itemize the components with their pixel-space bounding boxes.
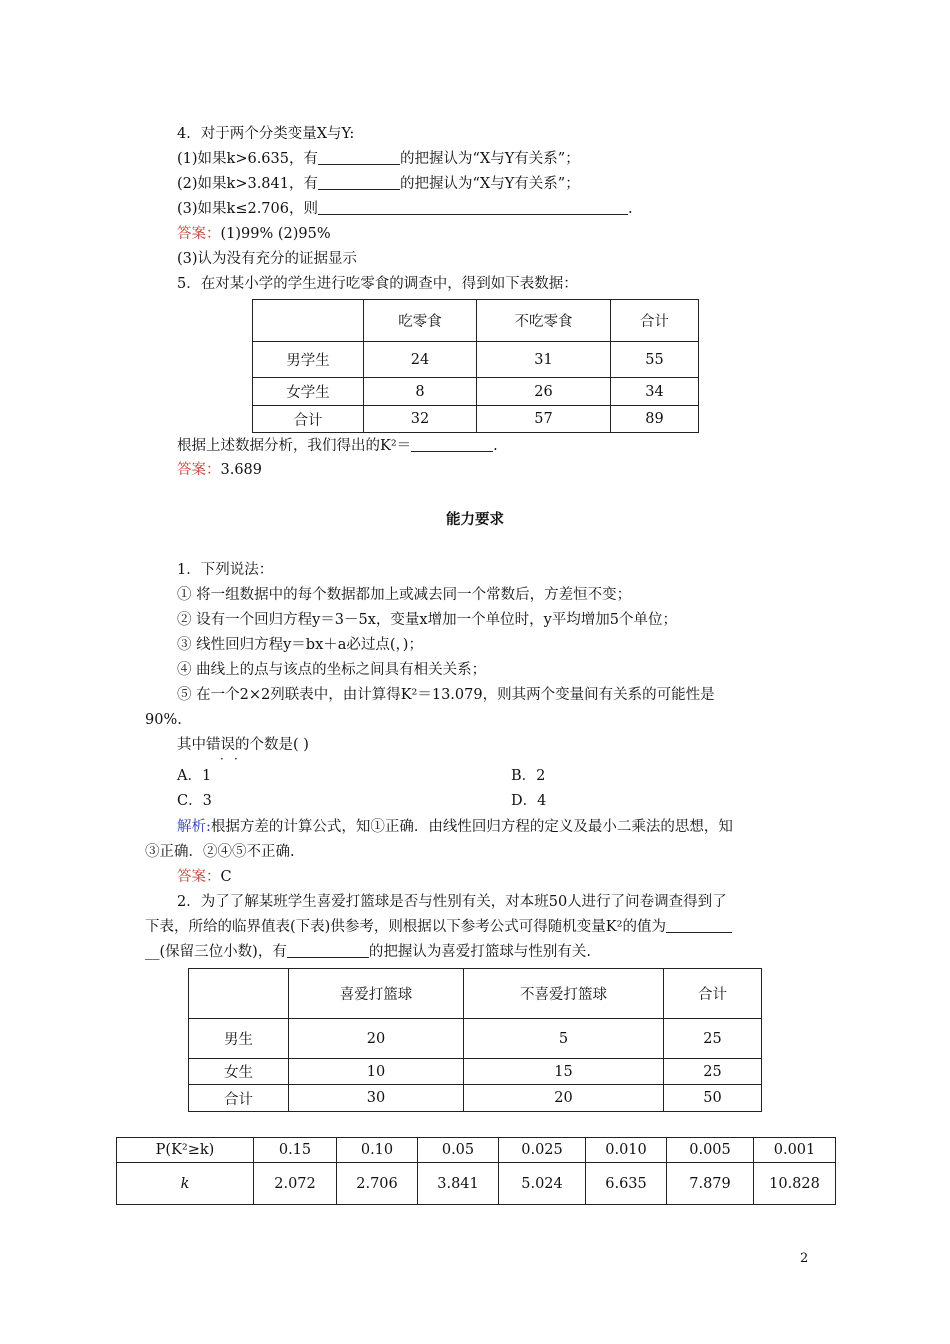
page-number: 2 [800, 1251, 809, 1266]
p2-line3-text: __(保留三位小数)，有 [145, 944, 287, 960]
table-cell: 34 [611, 378, 699, 406]
p1-analysis-cont: ③正确．②④⑤不正确. [145, 844, 295, 860]
q4-line2-end: 的把握认为“X与Y有关系”； [400, 176, 580, 192]
emphasis-dot-icon: · [234, 752, 238, 766]
table-cell: 5 [464, 1019, 664, 1059]
crit-p-label: P(K²≥k) [117, 1138, 254, 1163]
p1-heading: 1．下列说法： [177, 562, 274, 578]
q5-table [252, 299, 699, 433]
table-cell: 25 [664, 1019, 762, 1059]
p1-option-d: D．4 [511, 793, 547, 809]
p2-line3 [145, 942, 591, 962]
p2-cell-corner [189, 969, 289, 1019]
q5-blank[interactable] [411, 437, 493, 452]
table-cell: 89 [611, 406, 699, 433]
crit-k-value: 2.072 [254, 1163, 337, 1205]
table-cell: 31 [477, 342, 611, 378]
crit-k-value: 3.841 [418, 1163, 499, 1205]
p1-answer [177, 867, 232, 887]
crit-p-value: 0.025 [499, 1138, 586, 1163]
p2-blank1[interactable] [666, 918, 732, 933]
q4-answer-text: (1)99% (2)95% [220, 226, 331, 242]
q4-blank2[interactable] [318, 175, 400, 190]
q5-answer [177, 460, 262, 480]
q5-header-col2: 不吃零食 [477, 300, 611, 342]
p2-header-col2: 不喜爱打篮球 [464, 969, 664, 1019]
q4-answer-line2: (3)认为没有充分的证据显示 [177, 251, 358, 267]
q4-blank1[interactable] [318, 150, 400, 165]
p2-header-col3: 合计 [664, 969, 762, 1019]
critical-value-table [116, 1137, 836, 1205]
p1-option-a: A．1 [177, 768, 212, 784]
crit-k-value: 5.024 [499, 1163, 586, 1205]
table-cell: 55 [611, 342, 699, 378]
table-cell: 20 [464, 1085, 664, 1112]
q4-line3-text: (3)如果k≤2.706，则 [177, 201, 318, 217]
crit-k-label: k [117, 1163, 254, 1205]
crit-p-value: 0.001 [754, 1138, 836, 1163]
p2-table [188, 968, 762, 1112]
p2-line1: 2．为了了解某班学生喜爱打篮球是否与性别有关，对本班50人进行了问卷调查得到了 [177, 894, 727, 910]
q5-answer-text: 3.689 [220, 462, 263, 478]
crit-p-value: 0.05 [418, 1138, 499, 1163]
emphasis-dot-icon: · [220, 752, 224, 766]
q5-conclusion [177, 436, 498, 456]
q5-header-col1: 吃零食 [364, 300, 477, 342]
q4-blank3[interactable] [318, 200, 628, 215]
p1-item-4: ④ 曲线上的点与该点的坐标之间具有相关关系； [177, 662, 487, 678]
crit-k-value: 7.879 [667, 1163, 754, 1205]
crit-k-value: 10.828 [754, 1163, 836, 1205]
p1-answer-text: C [220, 869, 232, 885]
q4-line1 [177, 149, 580, 169]
q4-answer-label: 答案： [177, 226, 221, 242]
table-cell: 32 [364, 406, 477, 433]
table-cell: 20 [289, 1019, 464, 1059]
table-cell: 8 [364, 378, 477, 406]
p2-line3-end: 的把握认为喜爱打篮球与性别有关. [368, 944, 591, 960]
q5-conclusion-text: 根据上述数据分析，我们得出的K²＝ [177, 438, 412, 454]
q5-row2-label: 女学生 [253, 378, 364, 406]
crit-p-value: 0.005 [667, 1138, 754, 1163]
q5-row3-label: 合计 [253, 406, 364, 433]
table-cell: 15 [464, 1059, 664, 1085]
table-cell: 26 [477, 378, 611, 406]
p1-item-2: ② 设有一个回归方程y＝3－5x，变量x增加一个单位时，y平均增加5个单位； [177, 612, 678, 628]
p1-question: 其中错误的个数是( ) [177, 737, 309, 753]
crit-k-value: 6.635 [586, 1163, 667, 1205]
p1-analysis-label: 解析: [177, 819, 211, 835]
table-cell: 25 [664, 1059, 762, 1085]
p2-row2-label: 女生 [189, 1059, 289, 1085]
p2-blank2[interactable] [287, 943, 369, 958]
table-cell: 50 [664, 1085, 762, 1112]
q5-heading: 5．在对某小学的学生进行吃零食的调查中，得到如下表数据： [177, 276, 578, 292]
p1-item-3: ③ 线性回归方程y＝bx＋a必过点(，)； [177, 637, 423, 653]
q4-line2 [177, 174, 580, 194]
table-cell: 10 [289, 1059, 464, 1085]
crit-p-value: 0.15 [254, 1138, 337, 1163]
p1-item-1: ① 将一组数据中的每个数据都加上或减去同一个常数后，方差恒不变； [177, 587, 632, 603]
p1-item-5-cont: 90%. [145, 712, 182, 728]
q4-line1-text: (1)如果k>6.635，有 [177, 151, 318, 167]
p1-option-b: B．2 [511, 768, 546, 784]
q4-line3 [177, 199, 633, 219]
p2-line2-text: 下表，所给的临界值表(下表)供参考，则根据以下参考公式可得随机变量K²的值为 [145, 919, 666, 935]
q5-conclusion-end: . [493, 438, 498, 454]
p1-answer-label: 答案： [177, 869, 221, 885]
table-cell: 57 [477, 406, 611, 433]
section-title: 能力要求 [446, 512, 504, 528]
p2-line2 [145, 917, 732, 937]
crit-p-value: 0.010 [586, 1138, 667, 1163]
q5-answer-label: 答案： [177, 462, 221, 478]
q4-line1-end: 的把握认为“X与Y有关系”； [400, 151, 580, 167]
p1-analysis-text: 根据方差的计算公式，知①正确．由线性回归方程的定义及最小二乘法的思想，知 [210, 819, 733, 835]
table-cell: 30 [289, 1085, 464, 1112]
p1-item-5: ⑤ 在一个2×2列联表中，由计算得K²＝13.079，则其两个变量间有关系的可能性是 [177, 687, 715, 703]
crit-p-value: 0.10 [337, 1138, 418, 1163]
q4-line2-text: (2)如果k>3.841，有 [177, 176, 318, 192]
p1-option-c: C．3 [177, 793, 212, 809]
q5-cell-corner [253, 300, 364, 342]
q4-line3-end: . [628, 201, 633, 217]
p2-row3-label: 合计 [189, 1085, 289, 1112]
q4-answer [177, 224, 331, 244]
q5-row1-label: 男学生 [253, 342, 364, 378]
p2-row1-label: 男生 [189, 1019, 289, 1059]
table-cell: 24 [364, 342, 477, 378]
q4-heading: 4．对于两个分类变量X与Y: [177, 126, 355, 142]
q5-header-col3: 合计 [611, 300, 699, 342]
crit-k-value: 2.706 [337, 1163, 418, 1205]
p1-analysis [177, 817, 733, 837]
p2-header-col1: 喜爱打篮球 [289, 969, 464, 1019]
